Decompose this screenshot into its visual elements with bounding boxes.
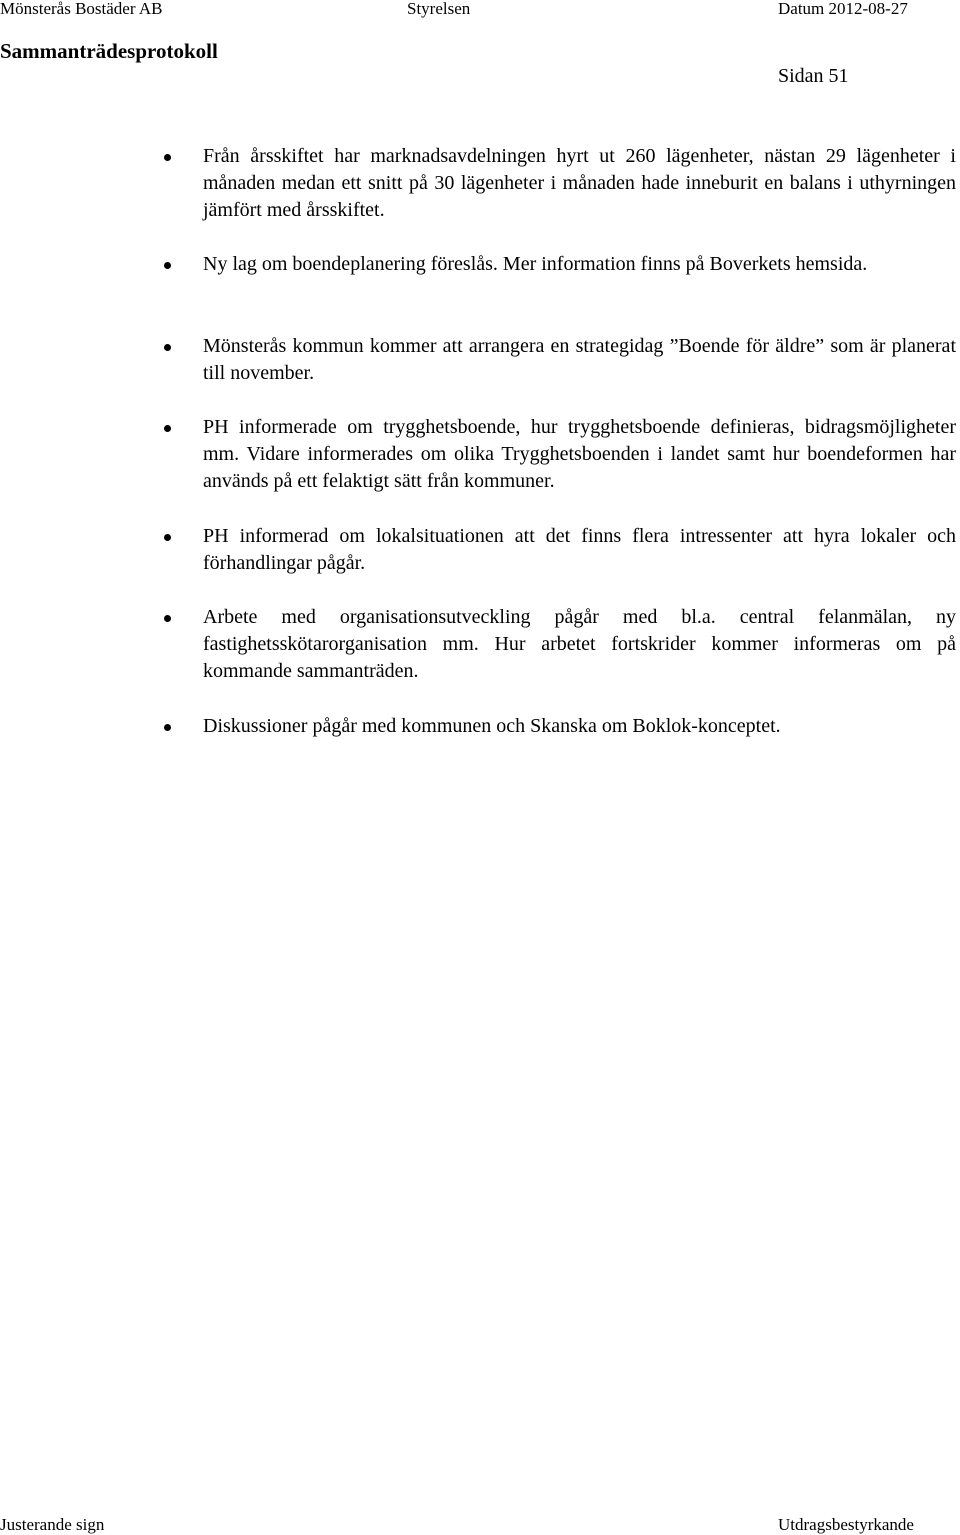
bullet-icon <box>164 534 171 541</box>
header-date: Datum 2012-08-27 <box>778 0 908 18</box>
bullet-icon <box>164 615 171 622</box>
bullet-text: Ny lag om boendeplanering föreslås. Mer information finns på Boverkets hemsida. <box>203 253 868 275</box>
page-number: Sidan 51 <box>778 65 849 87</box>
bullet-text: Från årsskiftet har marknadsavdelningen hyrt ut 260 lägenheter, nästan 29 lägenheter i månaden medan ett snitt på 30 lägenheter i månaden hade inneburit en balans i uthyrningen jämfört med årsskiftet. <box>203 145 956 221</box>
bullet-text: PH informerade om trygghetsboende, hur trygghetsboende definieras, bidragsmöjligheter mm. Vidare informerades om olika Trygghetsboenden i landet samt hur boendeformen har används på ett felaktigt sätt från kommuner. <box>203 416 956 492</box>
bullet-icon <box>164 262 171 269</box>
bullet-text: Diskussioner pågår med kommunen och Skanska om Boklok-konceptet. <box>203 715 781 737</box>
bullet-text: Arbete med organisationsutveckling pågår med bl.a. central felanmälan, ny fastighetsskötarorganisation mm. Hur arbetet fortskrider kommer informeras om på kommande sammanträden. <box>203 606 956 682</box>
bullet-text: Mönsterås kommun kommer att arrangera en strategidag ”Boende för äldre” som är planerat till november. <box>203 335 956 384</box>
document-title: Sammanträdesprotokoll <box>0 39 218 63</box>
bullet-icon <box>164 724 171 731</box>
header-company: Mönsterås Bostäder AB <box>0 0 163 18</box>
bullet-icon <box>164 425 171 432</box>
header-section: Styrelsen <box>407 0 471 18</box>
bullet-icon <box>164 344 171 351</box>
bullet-text: PH informerad om lokalsituationen att det finns flera intressenter att hyra lokaler och förhandlingar pågår. <box>203 525 956 574</box>
footer-certification-label: Utdragsbestyrkande <box>778 1515 914 1534</box>
footer-signature-label: Justerande sign <box>0 1515 105 1534</box>
bullet-icon <box>164 154 171 161</box>
